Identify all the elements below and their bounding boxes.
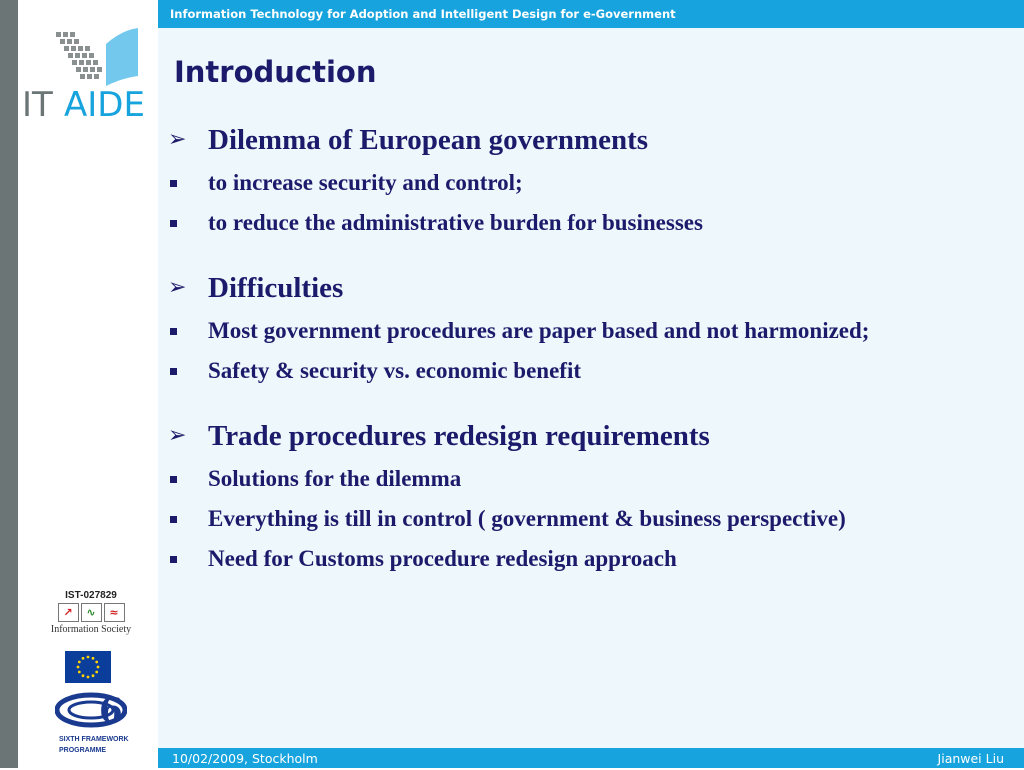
bullet-item — [166, 503, 1016, 534]
bullet-text: Everything is till in control ( government & business perspective) — [208, 506, 846, 531]
bullet-item — [166, 543, 1016, 574]
approx-icon: ≈ — [104, 603, 125, 622]
section-heading-text: Dilemma of European governments — [208, 124, 649, 156]
bullet-item — [166, 315, 1016, 346]
eu-flag-icon — [65, 651, 111, 683]
ist-badge — [48, 590, 134, 635]
slide-title: Introduction — [174, 55, 377, 89]
arrow-bullet-icon: ➢ — [168, 127, 187, 152]
itaide-logo — [22, 26, 158, 126]
ist-label: Information Society — [50, 624, 132, 635]
footer-date-location: 10/02/2009, Stockholm — [172, 751, 318, 766]
section-heading-text: Trade procedures redesign requirements — [208, 420, 710, 452]
square-bullet-icon — [170, 556, 177, 563]
section-heading-dilemma — [166, 120, 1016, 160]
svg-text:6: 6 — [99, 691, 123, 728]
arrow-up-icon: ↗ — [58, 603, 79, 622]
logo-swoosh — [106, 28, 138, 86]
square-bullet-icon — [170, 368, 177, 375]
logo-text-it: IT — [22, 85, 53, 125]
footer-bar — [158, 748, 1024, 768]
bullet-text: to reduce the administrative burden for businesses — [208, 210, 703, 235]
section-heading-trade — [166, 416, 1016, 456]
bullet-text: Most government procedures are paper based and not harmonized; — [208, 318, 870, 343]
square-bullet-icon — [170, 180, 177, 187]
square-bullet-icon — [170, 328, 177, 335]
bullet-text: to increase security and control; — [208, 170, 523, 195]
bullet-item — [166, 207, 1016, 238]
sixth-framework-logo — [55, 690, 135, 755]
framework-6-icon — [55, 690, 127, 728]
bullet-text: Safety & security vs. economic benefit — [208, 358, 582, 383]
framework-label-1: SIXTH FRAMEWORK — [59, 736, 129, 743]
logo-dot-grid — [56, 32, 102, 79]
bullet-text: Solutions for the dilemma — [208, 466, 462, 491]
wave-icon: ∿ — [81, 603, 102, 622]
logo-text-aide: AIDE — [64, 85, 145, 125]
top-banner: Information Technology for Adoption and Intelligent Design for e-Government — [158, 0, 1024, 28]
bullet-text: Need for Customs procedure redesign approach — [208, 546, 677, 571]
square-bullet-icon — [170, 220, 177, 227]
ist-icon-row — [48, 603, 134, 622]
bullet-item — [166, 167, 1016, 198]
slide-body — [166, 120, 1016, 574]
arrow-bullet-icon: ➢ — [168, 423, 187, 448]
bullet-item — [166, 355, 1016, 386]
footer-author: Jianwei Liu — [937, 751, 1004, 766]
square-bullet-icon — [170, 516, 177, 523]
square-bullet-icon — [170, 476, 177, 483]
left-stripe — [0, 0, 18, 768]
ist-code: IST-027829 — [65, 590, 117, 601]
section-heading-text: Difficulties — [208, 272, 344, 304]
section-heading-difficulties — [166, 268, 1016, 308]
bullet-item — [166, 463, 1016, 494]
framework-label-2: PROGRAMME — [59, 747, 107, 754]
arrow-bullet-icon: ➢ — [168, 275, 187, 300]
